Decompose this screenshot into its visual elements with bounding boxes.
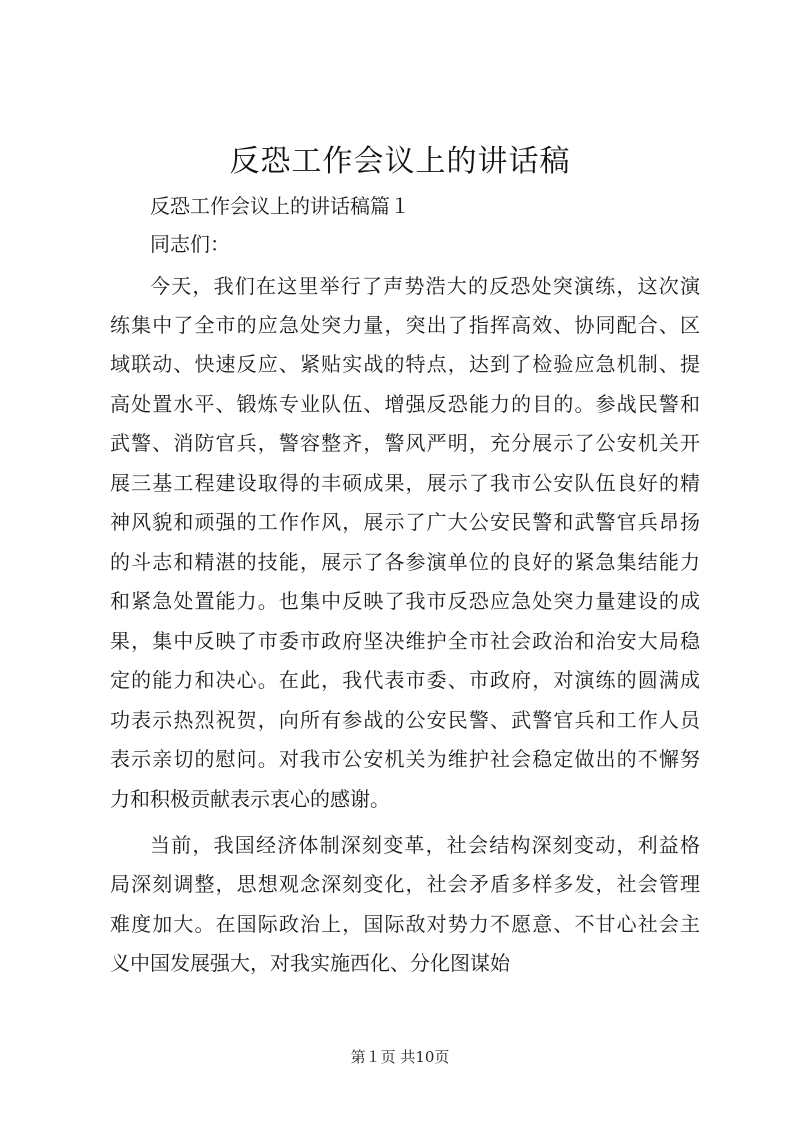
document-title: 反恐工作会议上的讲话稿 xyxy=(229,144,571,179)
paragraph-line: 域联动、快速反应、紧贴实战的特点，达到了检验应急机制、提 xyxy=(110,352,700,376)
paragraph-line: 定的能力和决心。在此，我代表市委、市政府，对演练的圆满成 xyxy=(110,668,700,692)
paragraph-line: 功表示热烈祝贺，向所有参战的公安民警、武警官兵和工作人员 xyxy=(110,708,700,732)
paragraph-line: 今天，我们在这里举行了声势浩大的反恐处突演练，这次演 xyxy=(150,274,700,298)
paragraph-line: 武警、消防官兵，警容整齐，警风严明，充分展示了公安机关开 xyxy=(110,431,700,455)
paragraph-line: 和紧急处置能力。也集中反映了我市反恐应急处突力量建设的成 xyxy=(110,589,700,613)
paragraph-line: 义中国发展强大，对我实施西化、分化图谋始 xyxy=(110,951,510,975)
salutation: 同志们： xyxy=(150,232,230,256)
subtitle: 反恐工作会议上的讲话稿篇１ xyxy=(150,194,410,218)
paragraph-line: 当前，我国经济体制深刻变革，社会结构深刻变动，利益格 xyxy=(150,833,700,857)
paragraph-line: 神风貌和顽强的工作作风，展示了广大公安民警和武警官兵昂扬 xyxy=(110,510,700,534)
paragraph-line: 高处置水平、锻炼专业队伍、增强反恐能力的目的。参战民警和 xyxy=(110,392,700,416)
paragraph-line: 的斗志和精湛的技能，展示了各参演单位的良好的紧急集结能力 xyxy=(110,550,700,574)
paragraph-line: 练集中了全市的应急处突力量，突出了指挥高效、协同配合、区 xyxy=(110,313,700,337)
paragraph-line: 展三基工程建设取得的丰硕成果，展示了我市公安队伍良好的精 xyxy=(110,471,700,495)
page-footer: 第１页 共10页 xyxy=(350,1048,450,1066)
paragraph-line: 力和积极贡献表示衷心的感谢。 xyxy=(110,787,390,811)
paragraph-line: 难度加大。在国际政治上，国际敌对势力不愿意、不甘心社会主 xyxy=(110,912,700,936)
paragraph-line: 局深刻调整，思想观念深刻变化，社会矛盾多样多发，社会管理 xyxy=(110,872,700,896)
paragraph-line: 果，集中反映了市委市政府坚决维护全市社会政治和治安大局稳 xyxy=(110,629,700,653)
paragraph-line: 表示亲切的慰问。对我市公安机关为维护社会稳定做出的不懈努 xyxy=(110,747,700,771)
